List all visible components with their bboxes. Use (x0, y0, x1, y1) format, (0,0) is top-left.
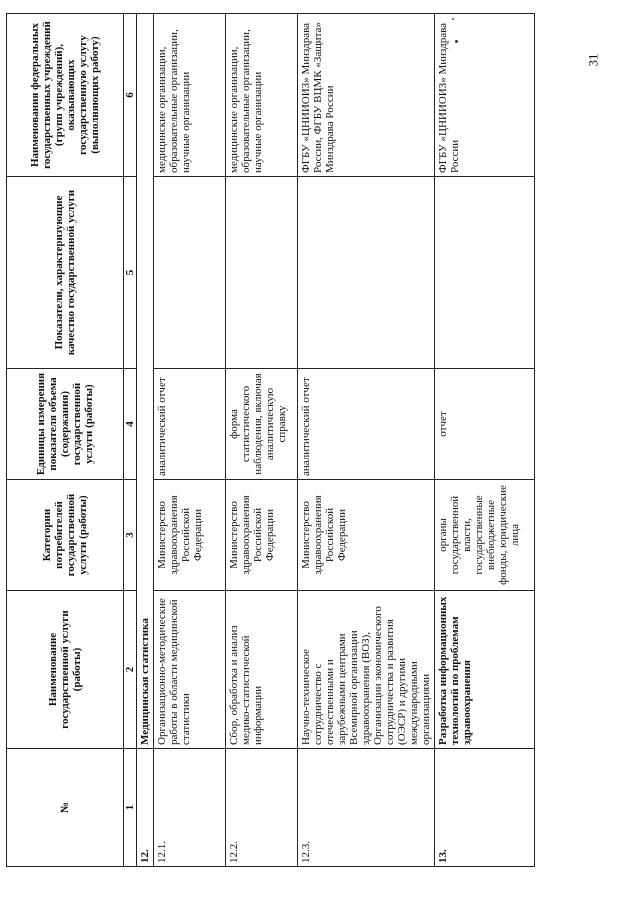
table-row (154, 14, 226, 867)
row-consumers: Министерство здравоохранения Российской Федерации (154, 480, 226, 591)
row-quality (154, 177, 226, 369)
header-institutions: Наименования федеральных государственных учреждений (групп учреждений), оказывающих государственную услугу (выполняющих работу) (7, 14, 124, 177)
row-consumers: Министерство здравоохранения Российской Федерации (226, 480, 298, 591)
header-number: № (7, 749, 124, 867)
row-unit: аналитический отчет (154, 369, 226, 480)
column-number: 3 (124, 480, 137, 591)
row-institutions: ФГБУ «ЦНИИОИЗ» Минздрава России, ФГБУ ВЦМК «Защита» Минздрава России (298, 14, 435, 177)
row-service-name: Научно-техническое сотрудничество с отечественными и зарубежными центрами Всемирной организации здравоохранения (ВОЗ), Организации экономического сотрудничества и развития (ОЭСР) и другими международными организациями (298, 591, 435, 749)
header-quality: Показатели, характеризующие качество государственной услуги (7, 177, 124, 369)
column-number: 4 (124, 369, 137, 480)
column-number: 2 (124, 591, 137, 749)
table-row (435, 14, 535, 867)
row-institutions: медицинские организации, образовательные организации, научные организации (154, 14, 226, 177)
row-institutions: ФГБУ «ЦНИИОИЗ» Минздрава России (435, 14, 535, 177)
row-service-name: Организационно-методические работы в области медицинской статистики (154, 591, 226, 749)
column-number-row (124, 14, 137, 867)
column-number: 5 (124, 177, 137, 369)
row-number: 13. (435, 749, 535, 867)
row-number: 12.2. (226, 749, 298, 867)
section-title: Медицинская статистика (137, 14, 154, 749)
section-row (137, 14, 154, 867)
row-quality (226, 177, 298, 369)
row-unit: отчет (435, 369, 535, 480)
row-service-name: Сбор, обработка и анализ медико-статистической информации (226, 591, 298, 749)
header-row (7, 14, 124, 867)
table-row (226, 14, 298, 867)
row-institutions: медицинские организации, образовательные организации, научные организации (226, 14, 298, 177)
row-number: 12.1. (154, 749, 226, 867)
row-quality (435, 177, 535, 369)
row-quality (298, 177, 435, 369)
header-service-name: Наименование государственной услуги (работы) (7, 591, 124, 749)
table-row (298, 14, 435, 867)
services-table (6, 13, 535, 867)
page-number: 31 (585, 53, 601, 67)
row-consumers: Министерство здравоохранения Российской Федерации (298, 480, 435, 591)
column-number: 6 (124, 14, 137, 177)
row-consumers: органы государственной власти, государственные внебюджетные фонды, юридические лица (435, 480, 535, 591)
column-number: 1 (124, 749, 137, 867)
row-unit: форма статистического наблюдения, включая аналитическую справку (226, 369, 298, 480)
row-unit: аналитический отчет (298, 369, 435, 480)
header-units: Единицы измерения показателя объема (содержания) государственной услуги (работы) (7, 369, 124, 480)
row-number: 12.3. (298, 749, 435, 867)
header-consumers: Категории потребителей государственной услуги (работы) (7, 480, 124, 591)
section-number: 12. (137, 749, 154, 867)
row-service-name: Разработка информационных технологий по проблемам здравоохранения (435, 591, 535, 749)
